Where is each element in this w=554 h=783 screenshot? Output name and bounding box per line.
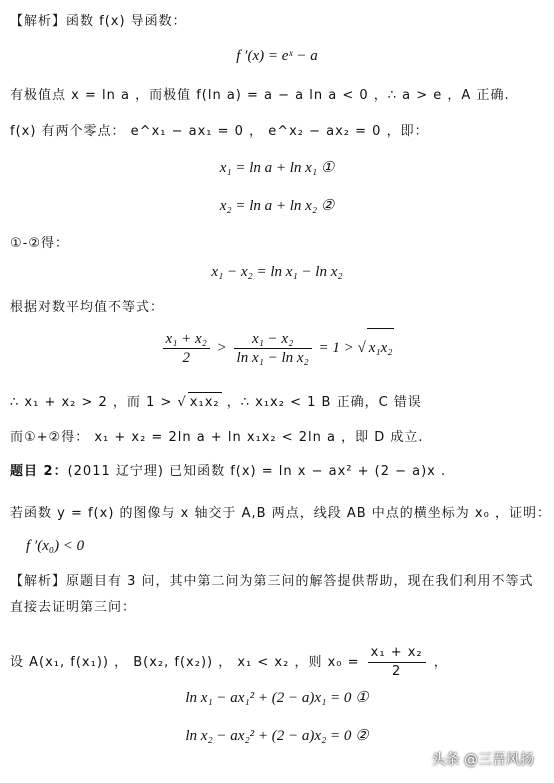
greater-sign: > xyxy=(216,340,227,356)
problem-2-condition: 若函数 y = f(x) 的图像与 x 轴交于 A,B 两点，线段 AB 中点的横坐标为 x₀ ，证明： xyxy=(10,506,551,521)
subtract-label: ①-②得： xyxy=(10,236,69,251)
difference-equation: x₁ − x₂ = ln x₁ − ln x₂ xyxy=(211,264,343,280)
equation-2: x₂ = ln a + ln x₂ ② xyxy=(219,198,335,214)
derivative-formula: f ′(x) = eˣ − a xyxy=(236,48,318,64)
zero-equation-1: ln x₁ − ax₁² + (2 − a)x₁ = 0 ① xyxy=(185,690,369,706)
problem-2 xyxy=(10,462,446,482)
zeros-statement: f(x) 有两个零点： e^x₁ − ax₁ = 0 ， e^x₂ − ax₂ = 0 ，即： xyxy=(10,124,429,139)
fraction-denominator: ln x₁ − ln x₂ xyxy=(236,350,309,367)
watermark: 头条 @三吾风扬 xyxy=(431,752,534,768)
fraction-numerator: x₁ − x₂ xyxy=(234,330,312,349)
extremum-statement: 有极值点 x = ln a ，而极值 f(ln a) = a − a ln a < 0 ，∴ a > e ，A 正确. xyxy=(10,88,510,103)
problem-2-title: 题目 2： xyxy=(10,464,68,479)
sqrt-radicand: x₁x₂ xyxy=(367,328,395,367)
fraction-log-mean xyxy=(234,330,312,367)
analysis-2-line-1: 【解析】原题目有 3 问，其中第二问为第三问的解答提供帮助，现在我们利用不等式 xyxy=(10,574,534,589)
conclusion-d: 而①+②得： x₁ + x₂ = 2ln a + ln x₁x₂ < 2ln a ，即 D 成立. xyxy=(10,430,424,445)
log-mean-label: 根据对数平均值不等式： xyxy=(10,300,165,315)
equation-1: x₁ = ln a + ln x₁ ① xyxy=(219,160,335,176)
setup-comma: ， xyxy=(433,655,448,670)
setup-points xyxy=(10,644,448,682)
analysis-intro: 【解析】函数 f(x) 导函数： xyxy=(10,14,187,29)
setup-text: 设 A(x₁, f(x₁)) ， B(x₂, f(x₂)) ， x₁ < x₂ ，则 x₀ = xyxy=(10,655,360,670)
fraction-midpoint xyxy=(368,644,426,681)
conclusion-bc: ∴ x₁ + x₂ > 2 ，而 1 > √ x₁x₂ ，∴ x₁x₂ < 1 B 正确，C 错误 xyxy=(10,392,422,413)
fraction-numerator: x₁ + x₂ xyxy=(163,330,210,349)
equals-one: = 1 > xyxy=(318,340,354,356)
conclusion-part-c: ，∴ x₁x₂ < 1 B 正确，C 错误 xyxy=(226,395,422,410)
fraction-denominator: 2 xyxy=(392,664,402,679)
log-mean-inequality: $\frac{\text{x₁ + x₂}}{2}$ > $\frac{\text{x₁ − x₂}}{\text{ln x₁ − ln x₂}}$ = 1 > √ x₁x₂ xyxy=(0,328,554,367)
zero-equation-2: ln x₂ − ax₂² + (2 − a)x₂ = 0 ② xyxy=(185,728,369,744)
analysis-2-line-2: 直接去证明第三问： xyxy=(10,600,137,615)
fraction-denominator: 2 xyxy=(182,350,190,367)
sqrt-radicand: x₁x₂ xyxy=(188,392,222,413)
problem-2-statement: (2011 辽宁理) 已知函数 f(x) = ln x − ax² + (2 − a)x . xyxy=(67,464,447,479)
fraction-mean xyxy=(163,330,210,367)
fraction-numerator: x₁ + x₂ xyxy=(368,644,426,663)
conclusion-part-a: ∴ x₁ + x₂ > 2 ，而 1 > xyxy=(10,395,173,410)
problem-2-goal: f ′(x₀) < 0 xyxy=(26,538,85,554)
